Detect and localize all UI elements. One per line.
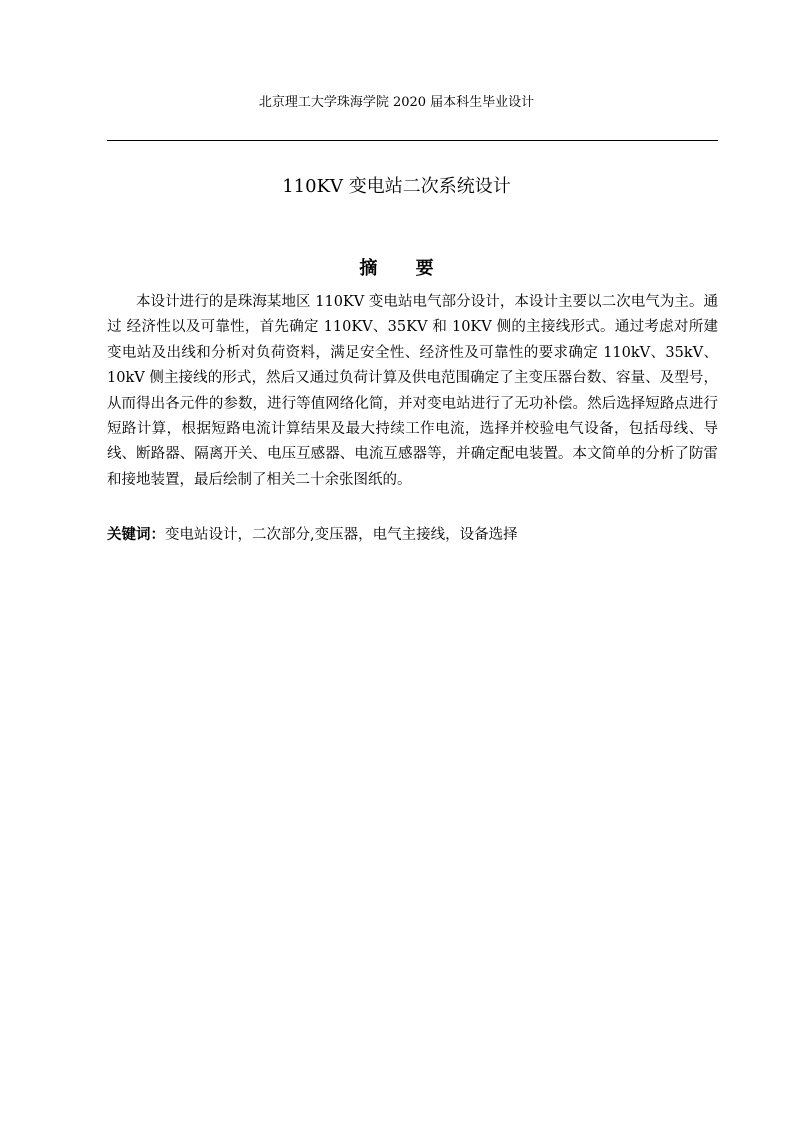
keywords-label: 关键词： [107,527,165,543]
header-rule [107,140,718,141]
keywords-line [107,523,718,548]
running-header: 北京理工大学珠海学院 2020 届本科生毕业设计 [258,95,535,110]
keywords-text: 变电站设计，二次部分,变压器，电气主接线，设备选择 [165,527,518,543]
abstract-body: 本设计进行的是珠海某地区 110KV 变电站电气部分设计，本设计主要以二次电气为主。通过 经济性以及可靠性，首先确定 110KV、35KV 和 10KV 侧的主接线形式。通过考虑对所建变电站及出线和分析对负荷资料，满足安全性、经济性及可靠性的要求确定 110kV、35kV、10kV 侧主接线的形式，然后又通过负荷计算及供电范围确定了主变压器台数、容量、及型号，从而得出各元件的参数，进行等值网络化简，并对变电站进行了无功补偿。然后选择短路点进行短路计算，根据短路电流计算结果及最大持续工作电流，选择并校验电气设备，包括母线、导线、断路器、隔离开关、电压互感器、电流互感器等，并确定配电装置。本文简单的分析了防雷和接地装置，最后绘制了相关二十余张图纸的。 [107,294,718,488]
paper-title: 110KV 变电站二次系统设计 [282,176,511,197]
abstract-heading: 摘 要 [359,258,450,279]
